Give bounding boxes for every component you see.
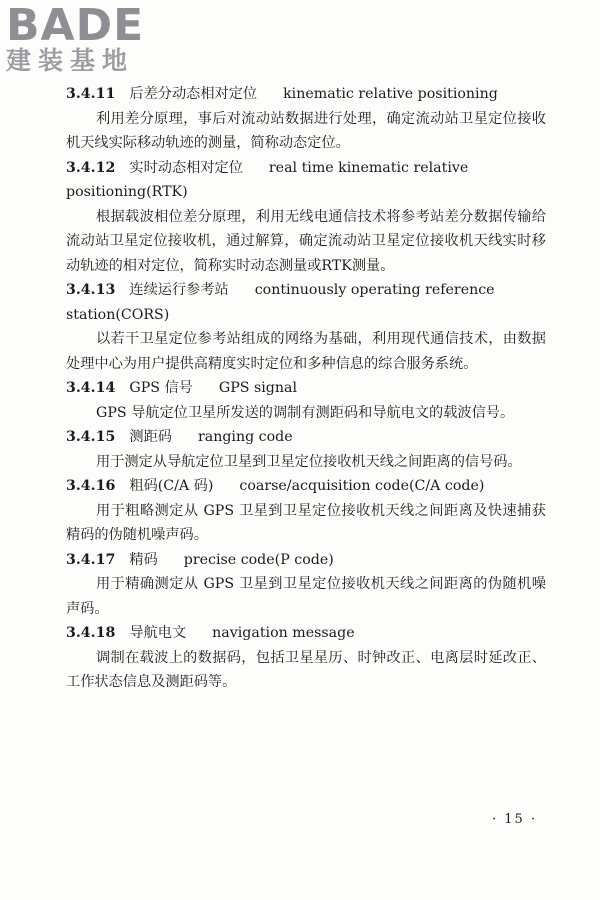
term-definition: 调制在载波上的数据码，包括卫星星历、时钟改正、电离层时延改正、工作状态信息及测距码等。 [66,649,546,690]
term-entry [66,548,546,622]
term-heading [66,425,546,450]
term-chinese: 实时动态相对定位 [129,159,243,176]
term-entry [66,156,546,279]
term-number: 3.4.15 [66,429,116,445]
term-number: 3.4.13 [66,282,116,298]
term-english: precise code(P code) [183,551,334,568]
term-entry [66,425,546,474]
term-chinese: 粗码(C/A 码) [129,478,214,494]
term-heading [66,474,546,499]
term-english: ranging code [197,429,293,445]
term-definition: 利用差分原理，事后对流动站数据进行处理，确定流动站卫星定位接收机天线实际移动轨迹的测量，简称动态定位。 [66,110,546,151]
term-chinese: 连续运行参考站 [129,282,229,298]
term-english: kinematic relative positioning [283,86,498,102]
term-number: 3.4.11 [66,86,116,102]
term-number: 3.4.14 [66,380,116,396]
term-chinese: 导航电文 [129,625,187,641]
term-english: coarse/acquisition code(C/A code) [239,478,485,494]
term-chinese: 测距码 [129,429,172,445]
term-definition: 以若干卫星定位参考站组成的网络为基础，利用现代通信技术，由数据处理中心为用户提供高精度实时定位和多种信息的综合服务系统。 [66,331,546,372]
logo-subtitle: 建装基地 [6,46,135,75]
term-heading [66,278,546,327]
term-heading [66,548,546,573]
term-number: 3.4.18 [66,625,116,641]
term-english: navigation message [212,625,355,641]
term-english: GPS signal [218,380,298,396]
term-entry [66,621,546,695]
term-definition: GPS 导航定位卫星所发送的调制有测距码和导航电文的载波信号。 [96,404,515,421]
term-english: continuously operating reference station(CORS) [66,282,495,323]
term-entry [66,278,546,376]
watermark-logo [6,0,186,76]
term-number: 3.4.16 [66,478,116,494]
term-number: 3.4.12 [66,159,116,176]
term-chinese: 后差分动态相对定位 [129,86,258,102]
term-english: real time kinematic relative positioning(RTK) [66,159,469,200]
term-chinese: 精码 [129,551,158,568]
term-definition: 根据载波相位差分原理，利用无线电通信技术将参考站差分数据传输给流动站卫星定位接收机，通过解算，确定流动站卫星定位接收机天线实时移动轨迹的相对定位，简称实时动态测量或RTK测量。 [66,208,546,274]
term-heading [66,621,546,646]
logo-brand: BADE [6,0,145,51]
term-heading [66,156,546,205]
term-entry [66,376,546,425]
page-number: · 15 · [492,812,538,827]
term-definition: 用于测定从导航定位卫星到卫星定位接收机天线之间距离的信号码。 [96,453,522,470]
document-body [66,82,546,695]
term-number: 3.4.17 [66,551,116,568]
term-entry [66,82,546,156]
term-heading [66,82,546,107]
term-definition: 用于粗略测定从 GPS 卫星到卫星定位接收机天线之间距离及快速捕获精码的伪随机噪声码。 [66,502,546,543]
term-heading [66,376,546,401]
term-entry [66,474,546,548]
term-chinese: GPS 信号 [129,380,193,396]
term-definition: 用于精确测定从 GPS 卫星到卫星定位接收机天线之间距离的伪随机噪声码。 [66,576,546,617]
